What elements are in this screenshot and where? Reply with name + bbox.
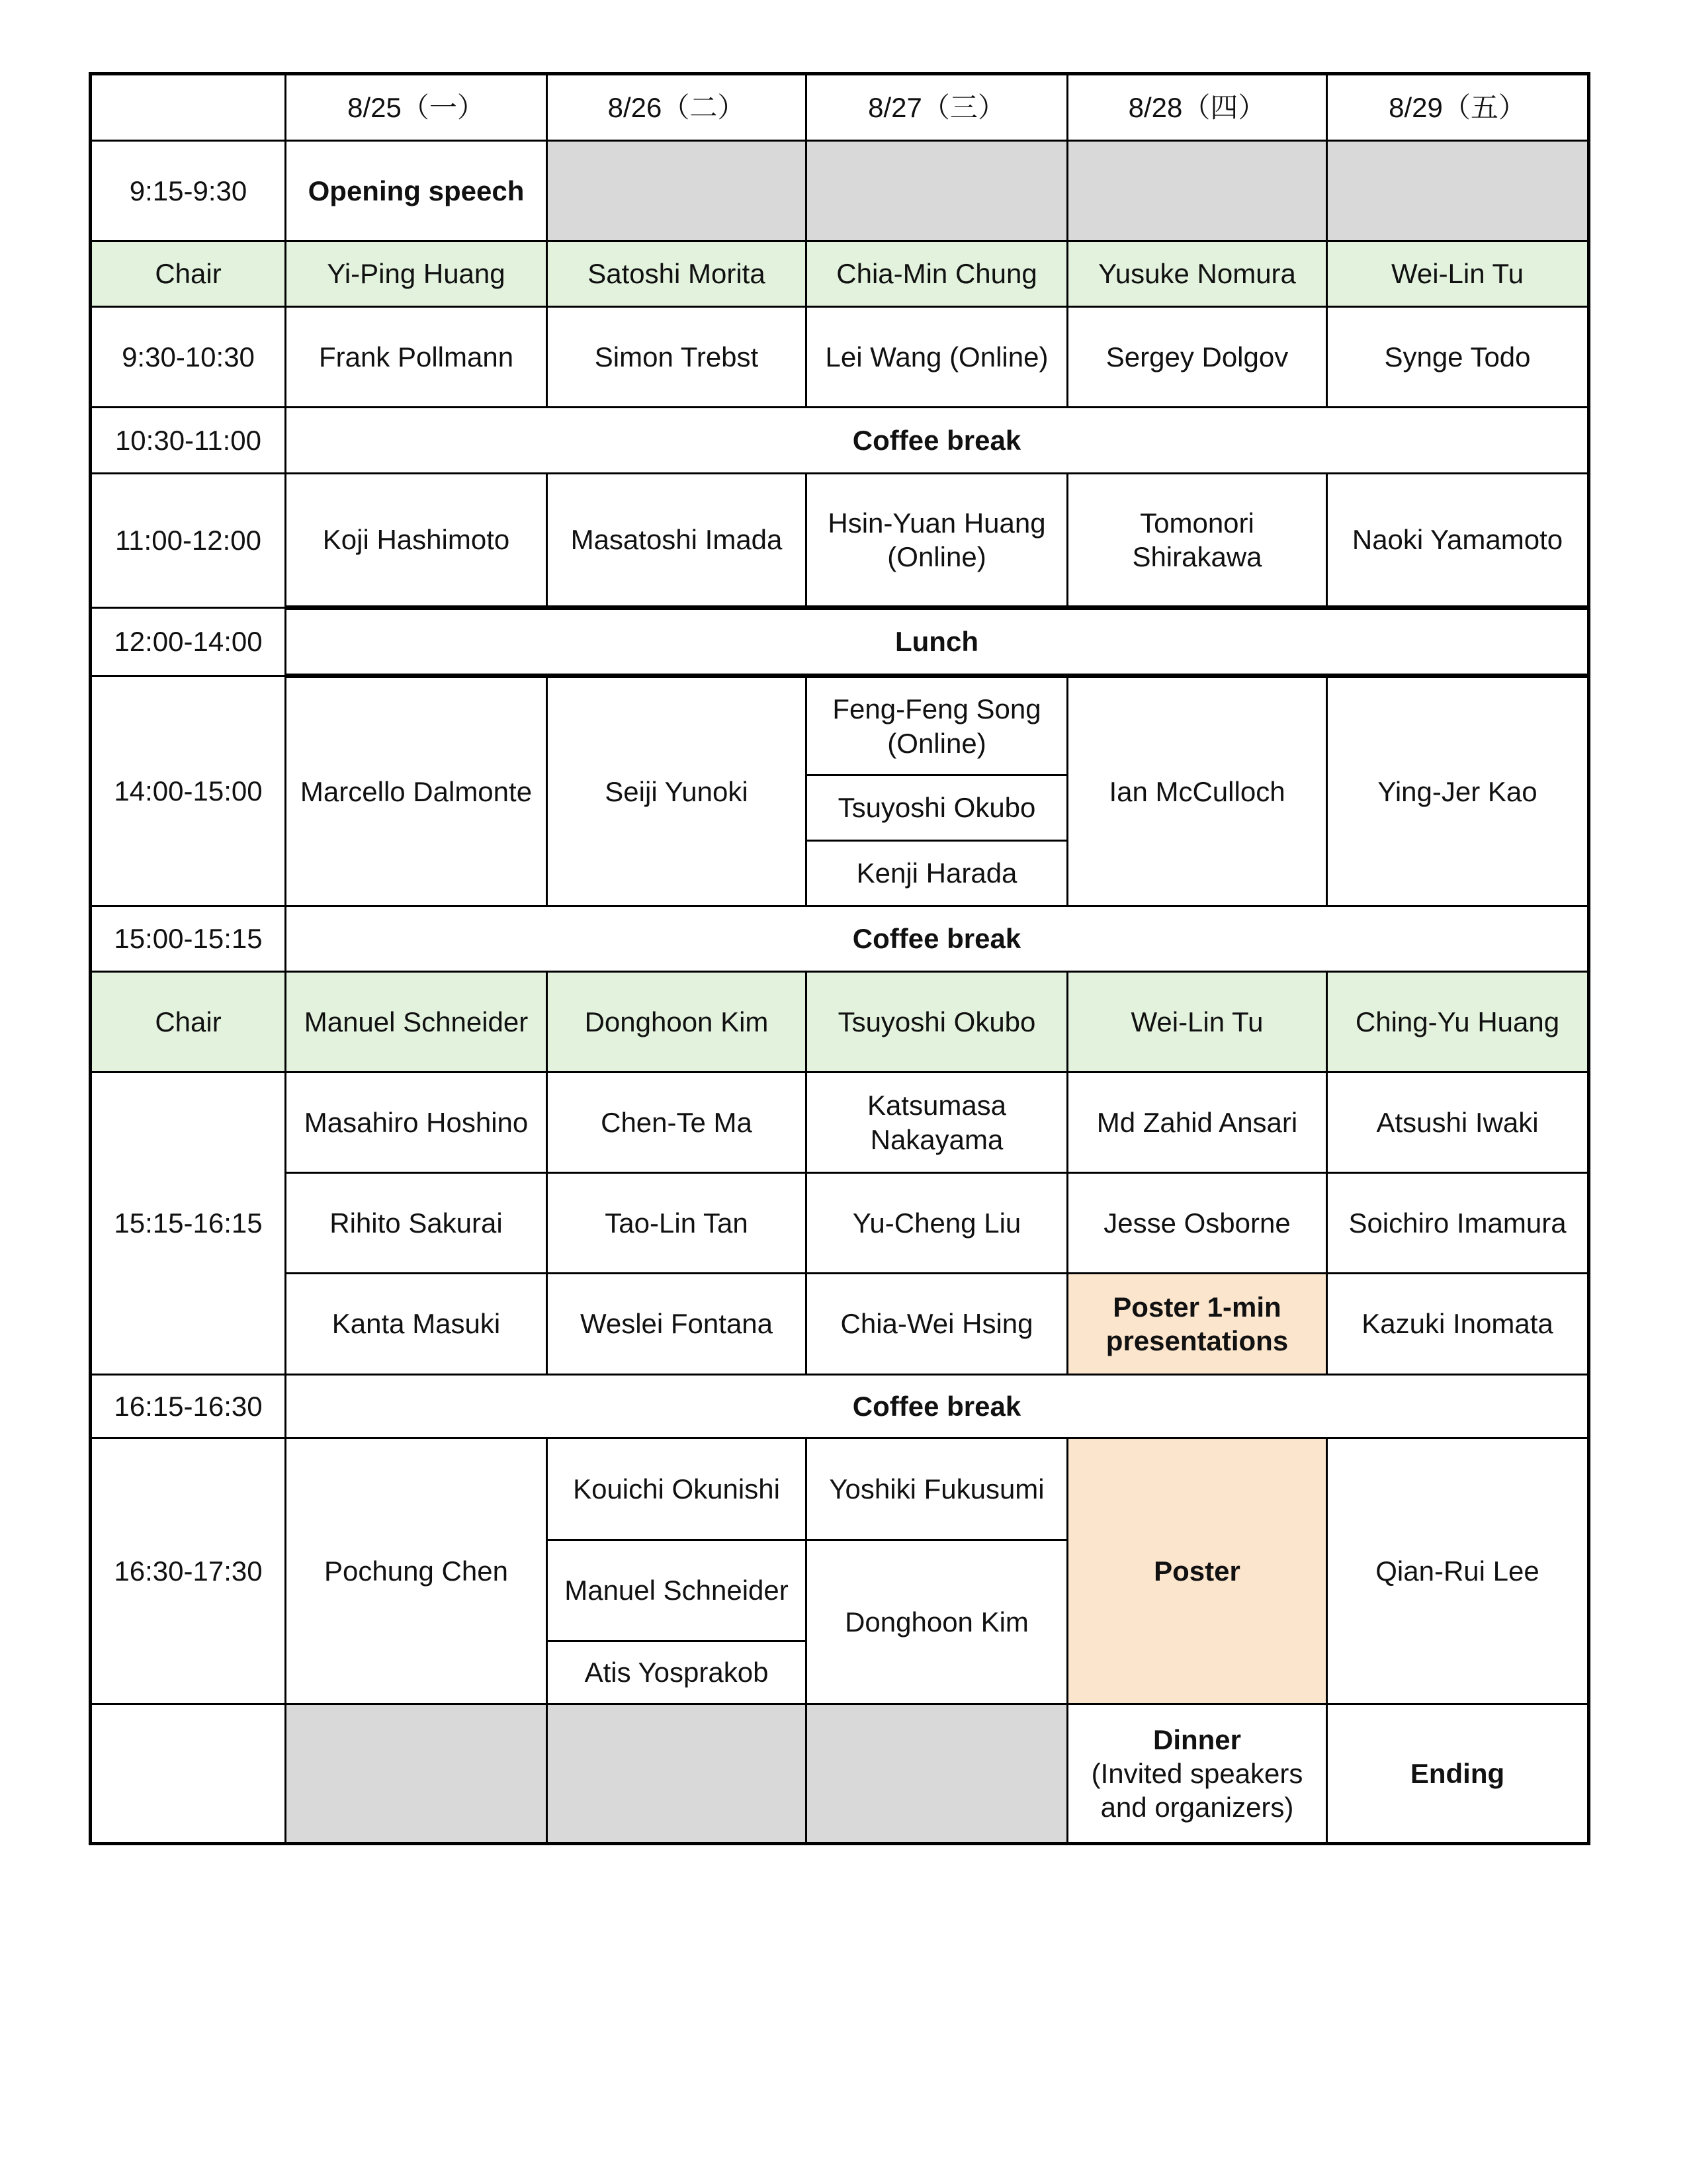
opening-speech: Opening speech <box>286 141 547 241</box>
chair-row-afternoon <box>91 972 1589 1072</box>
schedule-table <box>89 72 1590 1845</box>
row-1030 <box>91 408 1589 474</box>
chair-label: Chair <box>91 241 286 307</box>
dinner-note: (Invited speakers and organizers) <box>1091 1757 1303 1823</box>
poster-1min-cell: Poster 1-min presentations <box>1068 1274 1327 1375</box>
empty-cell <box>1327 141 1589 241</box>
ending-cell: Ending <box>1327 1704 1589 1844</box>
chair-name: Yi-Ping Huang <box>286 241 547 307</box>
row-1500 <box>91 906 1589 972</box>
speaker-cell: Qian-Rui Lee <box>1327 1438 1589 1704</box>
chair-name: Chia-Min Chung <box>806 241 1068 307</box>
speaker-cell: Lei Wang (Online) <box>806 307 1068 408</box>
speaker-cell: Koji Hashimoto <box>286 474 547 608</box>
coffee-break: Coffee break <box>286 906 1589 972</box>
speaker-cell: Kouichi Okunishi <box>547 1438 806 1540</box>
empty-cell <box>547 141 806 241</box>
dinner-label: Dinner <box>1152 1724 1241 1755</box>
speaker-cell: Katsumasa Nakayama <box>806 1072 1068 1173</box>
speaker-cell: Ying-Jer Kao <box>1327 676 1589 906</box>
time-cell: 16:15-16:30 <box>91 1375 286 1438</box>
time-cell: 9:15-9:30 <box>91 141 286 241</box>
poster-session: Poster <box>1068 1438 1327 1704</box>
empty-time-cell <box>91 1704 286 1844</box>
time-cell: 14:00-15:00 <box>91 676 286 906</box>
speaker-cell: Kenji Harada <box>806 841 1068 906</box>
empty-cell <box>806 1704 1068 1844</box>
chair-name: Yusuke Nomura <box>1068 241 1327 307</box>
speaker-cell: Atis Yosprakob <box>547 1641 806 1704</box>
chair-name: Wei-Lin Tu <box>1068 972 1327 1072</box>
time-cell: 16:30-17:30 <box>91 1438 286 1704</box>
time-cell: 15:00-15:15 <box>91 906 286 972</box>
speaker-cell: Feng-Feng Song (Online) <box>806 676 1068 775</box>
day-header: 8/28（四） <box>1068 74 1327 141</box>
speaker-cell: Simon Trebst <box>547 307 806 408</box>
speaker-cell: Jesse Osborne <box>1068 1173 1327 1274</box>
chair-row-morning <box>91 241 1589 307</box>
chair-name: Donghoon Kim <box>547 972 806 1072</box>
speaker-cell: Chen-Te Ma <box>547 1072 806 1173</box>
chair-name: Ching-Yu Huang <box>1327 972 1589 1072</box>
row-0930 <box>91 307 1589 408</box>
speaker-cell: Yu-Cheng Liu <box>806 1173 1068 1274</box>
speaker-cell: Tomonori Shirakawa <box>1068 474 1327 608</box>
coffee-break: Coffee break <box>286 408 1589 474</box>
time-cell: 9:30-10:30 <box>91 307 286 408</box>
chair-name: Manuel Schneider <box>286 972 547 1072</box>
chair-name: Wei-Lin Tu <box>1327 241 1589 307</box>
speaker-cell: Pochung Chen <box>286 1438 547 1704</box>
time-cell: 15:15-16:15 <box>91 1072 286 1375</box>
day-header: 8/29（五） <box>1327 74 1589 141</box>
header-corner <box>91 74 286 141</box>
time-cell: 12:00-14:00 <box>91 608 286 676</box>
row-1100 <box>91 474 1589 608</box>
speaker-cell: Atsushi Iwaki <box>1327 1072 1589 1173</box>
speaker-cell: Kazuki Inomata <box>1327 1274 1589 1375</box>
speaker-cell: Tsuyoshi Okubo <box>806 775 1068 841</box>
time-cell: 11:00-12:00 <box>91 474 286 608</box>
speaker-cell: Sergey Dolgov <box>1068 307 1327 408</box>
speaker-cell: Masahiro Hoshino <box>286 1072 547 1173</box>
speaker-cell: Weslei Fontana <box>547 1274 806 1375</box>
row-evening <box>91 1704 1589 1844</box>
header-row <box>91 74 1589 141</box>
speaker-cell: Hsin-Yuan Huang (Online) <box>806 474 1068 608</box>
speaker-cell: Manuel Schneider <box>547 1540 806 1641</box>
chair-name: Tsuyoshi Okubo <box>806 972 1068 1072</box>
speaker-cell: Ian McCulloch <box>1068 676 1327 906</box>
row-0915 <box>91 141 1589 241</box>
empty-cell <box>806 141 1068 241</box>
time-cell: 10:30-11:00 <box>91 408 286 474</box>
empty-cell <box>286 1704 547 1844</box>
day-header: 8/27（三） <box>806 74 1068 141</box>
empty-cell <box>1068 141 1327 241</box>
row-1515-b <box>91 1173 1589 1274</box>
speaker-cell: Donghoon Kim <box>806 1540 1068 1704</box>
speaker-cell: Frank Pollmann <box>286 307 547 408</box>
row-1400 <box>91 676 1589 775</box>
row-1515 <box>91 1072 1589 1173</box>
empty-cell <box>547 1704 806 1844</box>
speaker-cell: Synge Todo <box>1327 307 1589 408</box>
dinner-cell <box>1068 1704 1327 1844</box>
speaker-cell: Marcello Dalmonte <box>286 676 547 906</box>
speaker-cell: Yoshiki Fukusumi <box>806 1438 1068 1540</box>
speaker-cell: Kanta Masuki <box>286 1274 547 1375</box>
day-header: 8/26（二） <box>547 74 806 141</box>
row-1615 <box>91 1375 1589 1438</box>
chair-label: Chair <box>91 972 286 1072</box>
speaker-cell: Naoki Yamamoto <box>1327 474 1589 608</box>
speaker-cell: Chia-Wei Hsing <box>806 1274 1068 1375</box>
speaker-cell: Rihito Sakurai <box>286 1173 547 1274</box>
speaker-cell: Seiji Yunoki <box>547 676 806 906</box>
speaker-cell: Md Zahid Ansari <box>1068 1072 1327 1173</box>
speaker-cell: Soichiro Imamura <box>1327 1173 1589 1274</box>
speaker-cell: Masatoshi Imada <box>547 474 806 608</box>
lunch-break: Lunch <box>286 608 1589 676</box>
row-1630 <box>91 1438 1589 1540</box>
day-header: 8/25（一） <box>286 74 547 141</box>
row-1515-c <box>91 1274 1589 1375</box>
speaker-cell: Tao-Lin Tan <box>547 1173 806 1274</box>
row-1200 <box>91 608 1589 676</box>
coffee-break: Coffee break <box>286 1375 1589 1438</box>
chair-name: Satoshi Morita <box>547 241 806 307</box>
